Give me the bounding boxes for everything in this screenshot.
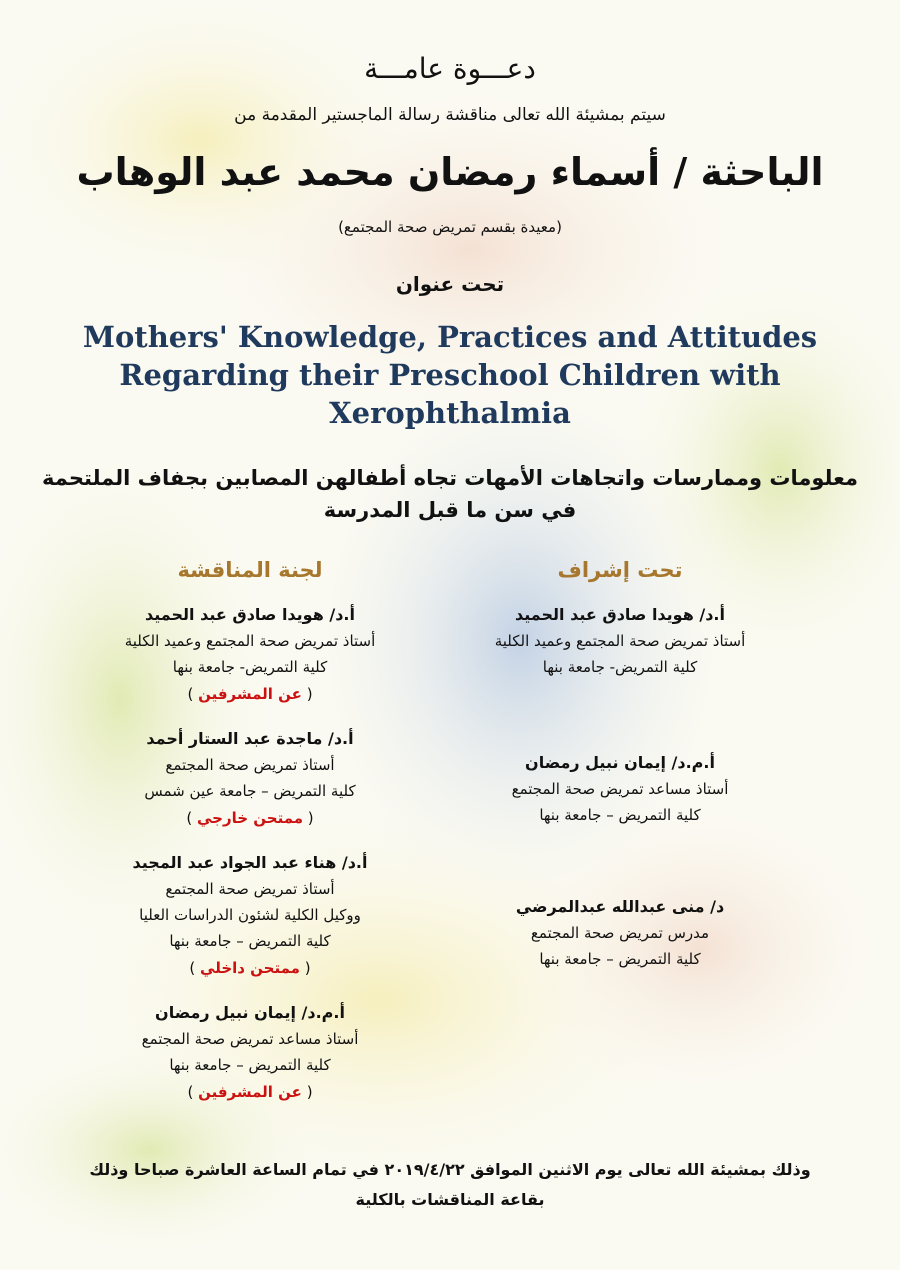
member-role-tag: ( ممتحن خارجي ) [186, 809, 314, 827]
member-title: مدرس تمريض صحة المجتمع [530, 924, 710, 942]
supervision-heading: تحت إشراف [557, 558, 683, 582]
member-role: ممتحن داخلي [200, 959, 300, 977]
member-position: ووكيل الكلية لشئون الدراسات العليا [139, 906, 361, 924]
supervision-column [440, 558, 800, 990]
english-title-line: Mothers' Knowledge, Practices and Attitudes [82, 320, 818, 354]
english-title-line: Regarding their Preschool Children with [119, 358, 781, 392]
member-affiliation: كلية التمريض – جامعة بنها [539, 806, 701, 824]
member-name: أ.د/ هناء عبد الجواد عبد المجيد [132, 853, 368, 872]
member-title: أستاذ مساعد تمريض صحة المجتمع [141, 1030, 359, 1048]
member-affiliation: كلية التمريض- جامعة بنها [542, 658, 698, 676]
member-name: أ.د/ هويدا صادق عبد الحميد [515, 605, 725, 624]
member-role-tag: ( ممتحن داخلي ) [189, 959, 311, 977]
thesis-english-title [80, 318, 820, 432]
member-affiliation: كلية التمريض – جامعة بنها [539, 950, 701, 968]
committee-heading: لجنة المناقشة [177, 558, 323, 582]
arabic-title-line: معلومات وممارسات واتجاهات الأمهات تجاه أطفالهن المصابين بجفاف الملتحمة [42, 466, 858, 490]
member-affiliation: كلية التمريض- جامعة بنها [172, 658, 328, 676]
member-affiliation: كلية التمريض – جامعة عين شمس [144, 782, 356, 800]
member-role-tag: ( عن المشرفين ) [187, 1083, 313, 1101]
committee-column [70, 558, 430, 1124]
english-title-line: Xerophthalmia [329, 396, 571, 430]
committee-entry [70, 726, 430, 832]
member-title: أستاذ تمريض صحة المجتمع وعميد الكلية [494, 632, 746, 650]
member-name: أ.د/ هويدا صادق عبد الحميد [145, 605, 355, 624]
member-role: ممتحن خارجي [196, 809, 304, 827]
member-role: عن المشرفين [198, 1083, 302, 1101]
member-title: أستاذ تمريض صحة المجتمع [165, 880, 335, 898]
member-affiliation: كلية التمريض – جامعة بنها [169, 1056, 331, 1074]
under-title-label: تحت عنوان [395, 272, 505, 296]
member-role-tag: ( عن المشرفين ) [187, 685, 313, 703]
member-name: أ.م.د/ إيمان نبيل رمضان [525, 753, 715, 772]
committee-entry [70, 850, 430, 982]
member-role: عن المشرفين [198, 685, 302, 703]
supervisor-entry [440, 894, 800, 972]
member-name: د/ منى عبدالله عبدالمرضي [515, 897, 725, 916]
member-title: أستاذ تمريض صحة المجتمع [165, 756, 335, 774]
researcher-name: الباحثة / أسماء رمضان محمد عبد الوهاب [76, 150, 824, 194]
member-affiliation: كلية التمريض – جامعة بنها [169, 932, 331, 950]
member-title: أستاذ مساعد تمريض صحة المجتمع [511, 780, 729, 798]
thesis-arabic-title [40, 462, 860, 526]
footer-date-line: وذلك بمشيئة الله تعالى يوم الاثنين الموافق ٢٠١٩/٤/٢٢ في تمام الساعة العاشرة صباحا وذلك [89, 1160, 811, 1179]
member-title: أستاذ تمريض صحة المجتمع وعميد الكلية [124, 632, 376, 650]
invitation-title: دعـــوة عامـــة [364, 52, 536, 85]
supervisor-entry [440, 750, 800, 828]
member-name: أ.د/ ماجدة عبد الستار أحمد [146, 729, 354, 748]
footer-venue-line: بقاعة المناقشات بالكلية [355, 1190, 545, 1209]
intro-text: سيتم بمشيئة الله تعالى مناقشة رسالة الماجستير المقدمة من [234, 105, 666, 125]
member-name: أ.م.د/ إيمان نبيل رمضان [155, 1003, 345, 1022]
supervisor-entry [440, 602, 800, 680]
committee-entry [70, 602, 430, 708]
arabic-title-line: في سن ما قبل المدرسة [323, 498, 577, 522]
committee-entry [70, 1000, 430, 1106]
researcher-role: (معيدة بقسم تمريض صحة المجتمع) [338, 218, 562, 236]
